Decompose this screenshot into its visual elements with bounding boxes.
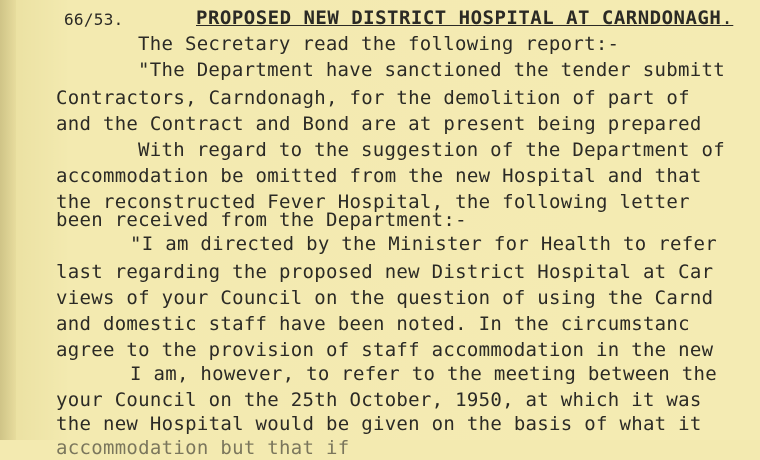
document-heading <box>196 6 733 30</box>
text-line-8: been received from the Department:- <box>56 209 467 231</box>
text-line-6: accommodation be omitted from the new Hospital and that <box>56 165 702 187</box>
text-line-15: your Council on the 25th October, 1950, at which it was <box>56 389 702 411</box>
text-line-14: I am, however, to refer to the meeting between the <box>130 363 717 385</box>
text-line-5: With regard to the suggestion of the Department of <box>138 139 725 161</box>
heading-period: . <box>721 7 734 29</box>
text-line-11: views of your Council on the question of using the Carnd <box>56 287 714 309</box>
text-line-12: and domestic staff have been noted. In the circumstanc <box>56 313 690 335</box>
text-line-16: the new Hospital would be given on the basis of what it <box>56 413 702 435</box>
minute-reference: 66/53. <box>64 10 124 29</box>
text-line-10: last regarding the proposed new District Hospital at Car <box>56 261 714 283</box>
heading-text: PROPOSED NEW DISTRICT HOSPITAL AT CARNDONAGH <box>196 7 722 29</box>
page-binding-edge <box>0 0 16 440</box>
text-line-1: The Secretary read the following report:- <box>138 33 620 55</box>
text-line-3: Contractors, Carndonagh, for the demolition of part of <box>56 87 690 109</box>
text-line-9: "I am directed by the Minister for Health to refer <box>130 233 717 255</box>
text-line-13: agree to the provision of staff accommodation in the new <box>56 339 714 361</box>
text-line-17: accommodation but that if <box>56 437 350 459</box>
text-line-7: the reconstructed Fever Hospital, the following letter <box>56 191 690 213</box>
text-line-4: and the Contract and Bond are at present being prepared <box>56 113 702 135</box>
text-line-2: "The Department have sanctioned the tender submitt <box>138 59 725 81</box>
